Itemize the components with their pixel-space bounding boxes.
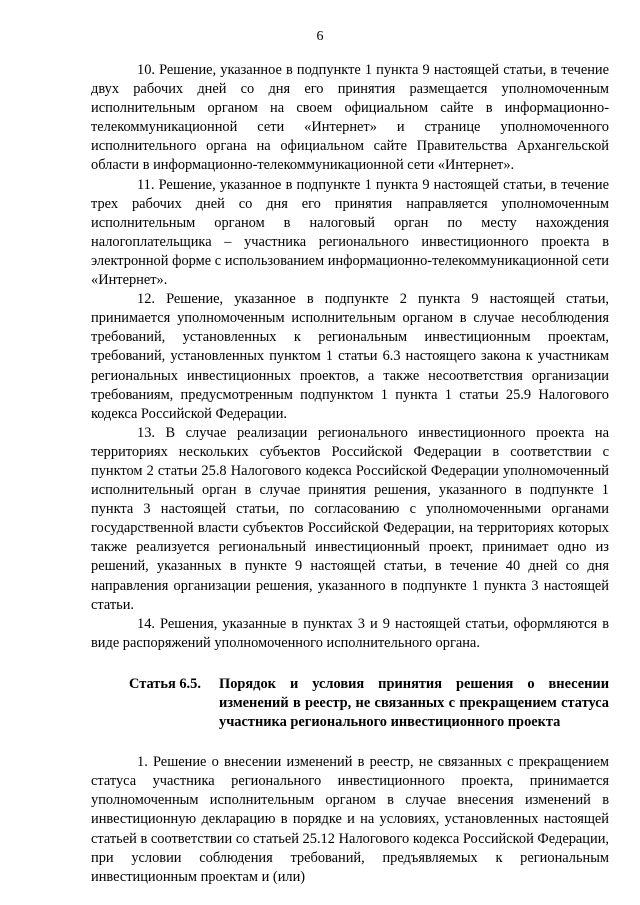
paragraph-12: 12. Решение, указанное в подпункте 2 пункта 9 настоящей статьи, принимается уполномоченным исполнительным органом в случае несоблюдения требований, установленных к региональным инвестиционным проектам, требований, установленных пунктом 1 статьи 6.3 настоящего закона к участникам региональных инвестиционных проектов, а также несоответствия организации требованиям, предусмотренным подпунктом 1 пункта 1 статьи 25.9 Налогового кодекса Российской Федерации. [91, 291, 609, 422]
section-number: Статья 6.5. [129, 675, 201, 692]
document-body [91, 61, 609, 887]
page-number: 6 [316, 29, 324, 44]
paragraph-6-5-1: 1. Решение о внесении изменений в реестр, не связанных с прекращением статуса участника регионального инвестиционного проекта, принимается уполномоченным исполнительным органом в случае внесения изменений в инвестиционную декларацию в порядке и на условиях, установленных настоящей статьей в соответствии со статьей 25.12 Налогового кодекса Российской Федерации, при условии соблюдения требований, предъявляемых к региональным инвестиционным проектам и (или) [91, 754, 609, 885]
paragraph-11: 11. Решение, указанное в подпункте 1 пункта 9 настоящей статьи, в течение трех рабочих дней со дня его принятия направляется уполномоченным исполнительным органом в налоговый орган по месту нахождения налогоплательщика – участника регионального инвестиционного проекта в электронной форме с использованием информационно-телекоммуникационной сети «Интернет». [91, 176, 609, 289]
paragraph-14: 14. Решения, указанные в пунктах 3 и 9 настоящей статьи, оформляются в виде распоряжений уполномоченного исполнительного органа. [91, 615, 609, 651]
section-title: Порядок и условия принятия решения о внесении изменений в реестр, не связанных с прекращением статуса участника регионального инвестиционного проекта [219, 675, 609, 731]
section-heading [91, 675, 609, 732]
paragraph-10: 10. Решение, указанное в подпункте 1 пункта 9 настоящей статьи, в течение двух рабочих дней со дня его принятия размещается уполномоченным исполнительным органом на своем официальном сайте в информационно-телекоммуникационной сети «Интернет» и странице уполномоченного исполнительного органа на официальном сайте Правительства Архангельской области в информационно-телекоммуникационной сети «Интернет». [91, 62, 609, 174]
paragraph-13: 13. В случае реализации регионального инвестиционного проекта на территориях нескольких субъектов Российской Федерации в соответствии с пунктом 2 статьи 25.8 Налогового кодекса Российской Федерации уполномоченный исполнительный орган в случае принятия решения, указанного в подпункте 1 пункта 3 настоящей статьи, по согласованию с уполномоченными органами государственной власти субъектов Российской Федерации, на территориях которых также реализуется региональный инвестиционный проект, принимает одно из решений, указанных в пункте 9 настоящей статьи, в течение 40 дней со дня направления организации решения, указанного в подпункте 1 пункта 3 настоящей статьи. [91, 424, 609, 613]
